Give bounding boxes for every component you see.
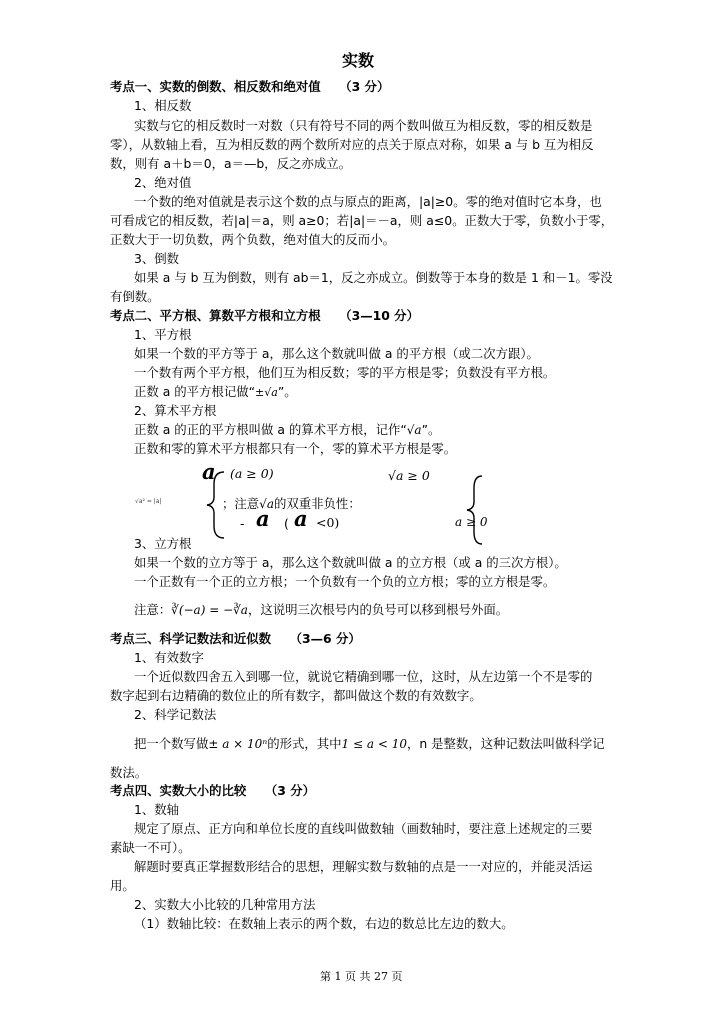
paragraph-line: 一个正数有一个正的立方根；一个负数有一个负的立方根；零的立方根是零。 (134, 574, 556, 589)
section-heading-4: 考点四、实数大小的比较 （3 分） (110, 783, 315, 798)
paragraph-line: 可看成它的相反数，若|a|＝a，则 a≥0；若|a|＝－a，则 a≤0。正数大于零，负数小于零， (110, 213, 614, 228)
subheading-square-root: 1、平方根 (134, 327, 192, 342)
paragraph-line: 一个数的绝对值就是表示这个数的点与原点的距离，|a|≥0。零的绝对值时它本身，也 (134, 194, 602, 209)
subheading-arithmetic-square-root: 2、算术平方根 (134, 403, 217, 418)
paragraph-line: 正数大于一切负数，两个负数，绝对值大的反而小。 (110, 232, 395, 247)
formula-a-case-2: a (256, 506, 270, 531)
text-fragment: 正数 a 的平方根记做“ (134, 384, 256, 399)
formula-a-case-1: a (202, 459, 216, 484)
paragraph-line: 一个近似数四舍五入到哪一位，就说它精确到哪一位，这时，从左边第一个不是零的 (134, 669, 593, 684)
paragraph-line (134, 383, 297, 402)
subheading-cube-root: 3、立方根 (134, 536, 192, 551)
subheading-number-line: 1、数轴 (134, 802, 180, 817)
text-fragment: ，n 是整数，这种记数法叫做科学记 (406, 736, 605, 751)
paragraph-line: 零），从数轴上看，互为相反数的两个数所对应的点关于原点对称，如果 a 与 b 互为相反 (110, 137, 594, 152)
text-fragment: ，这说明三次根号内的负号可以移到根号外面。 (247, 602, 509, 617)
page-footer: 第 1 页 共 27 页 (320, 970, 403, 983)
formula-a-nonnegative: a ≥ 0 (455, 515, 488, 529)
paragraph-line: 如果 a 与 b 互为倒数，则有 ab＝1，反之亦成立。倒数等于本身的数是 1 和－1。零没 (134, 270, 613, 285)
formula-sqrt-a-nonnegative: √a ≥ 0 (388, 468, 430, 483)
paragraph-line: 如果一个数的立方等于 a，那么这个数就叫做 a 的立方根（或 a 的三次方根）。 (134, 555, 567, 570)
paragraph-line: 如果一个数的平方等于 a，那么这个数就叫做 a 的平方根（或二次方跟）。 (134, 346, 539, 361)
paragraph-line: 用。 (110, 878, 135, 893)
formula-cube-root-identity: ∛(−a) = −∛a (171, 603, 248, 617)
page-title: 实数 (342, 51, 375, 70)
formula-sqrt-a: √a (259, 497, 274, 511)
paragraph-line: 数，则有 a＋b＝0，a＝—b，反之亦成立。 (110, 156, 351, 171)
formula-plus-minus-sqrt-a: ±√a (255, 386, 278, 399)
paragraph-line (134, 735, 605, 753)
text-fragment: 把一个数写做 (134, 736, 209, 751)
text-fragment: ”。 (421, 422, 441, 437)
paragraph-line: 素缺一不可）。 (110, 840, 191, 855)
text-fragment: 的双重非负性： (273, 496, 361, 511)
formula-sqrt-a: √a (406, 423, 422, 437)
section-heading-3: 考点三、科学记数法和近似数 （3—6 分） (110, 631, 361, 646)
text-fragment: 的形式，其中 (267, 736, 342, 751)
paragraph-line: 数法。 (110, 765, 148, 780)
text-fragment: 正数 a 的正的平方根叫做 a 的算术平方根，记作“ (134, 422, 407, 437)
paragraph-line: 一个数有两个平方根，他们互为相反数；零的平方根是零；负数没有平方根。 (134, 365, 556, 380)
subheading-comparison-methods: 2、实数大小比较的几种常用方法 (134, 897, 316, 912)
formula-minus-sign: - (240, 516, 245, 531)
formula-condition-negative: <0) (316, 515, 340, 530)
section-heading-1: 考点一、实数的倒数、相反数和绝对值 （3 分） (110, 79, 390, 94)
paragraph-line: 规定了原点、正方向和单位长度的直线叫做数轴（画数轴时，要注意上述规定的三要 (134, 821, 593, 836)
formula-a-case-3: a (294, 506, 308, 531)
formula-scientific-form: ± a × 10ⁿ (208, 737, 268, 751)
paragraph-line: 实数与它的相反数时一对数（只有符号不同的两个数叫做互为相反数，零的相反数是 (134, 118, 593, 133)
subheading-significant-figures: 1、有效数字 (134, 650, 204, 665)
paragraph-line: 正数和零的算术平方根都只有一个，零的算术平方根是零。 (134, 441, 457, 456)
subheading-opposite-number: 1、相反数 (134, 98, 192, 113)
paragraph-line: （1）数轴比较：在数轴上表示的两个数，右边的数总比左边的数大。 (134, 916, 514, 931)
subheading-scientific-notation: 2、科学记数法 (134, 707, 217, 722)
paragraph-line (134, 421, 440, 439)
text-fragment: ；注意 (222, 496, 260, 511)
formula-condition-nonnegative: (a ≥ 0) (230, 466, 274, 481)
text-fragment: ”。 (277, 384, 297, 399)
subheading-absolute-value: 2、绝对值 (134, 175, 192, 190)
right-brace-icon (462, 474, 486, 546)
section-heading-2: 考点二、平方根、算数平方根和立方根 （3—10 分） (110, 308, 419, 323)
paragraph-line: 数字起到右边精确的数位止的所有数字，都叫做这个数的有效数字。 (110, 688, 482, 703)
formula-sqrt-a-squared: √a² = |a| (135, 498, 162, 505)
formula-range: 1 ≤ a < 10 (341, 737, 407, 751)
text-fragment: 注意： (134, 602, 172, 617)
formula-open-paren: ( (284, 516, 289, 531)
paragraph-line: 有倒数。 (110, 289, 160, 304)
subheading-reciprocal: 3、倒数 (134, 251, 180, 266)
formula-note (222, 495, 361, 513)
paragraph-line: 解题时要真正掌握数形结合的思想，理解实数与数轴的点是一一对应的，并能灵活运 (134, 859, 593, 874)
paragraph-line (134, 601, 508, 619)
